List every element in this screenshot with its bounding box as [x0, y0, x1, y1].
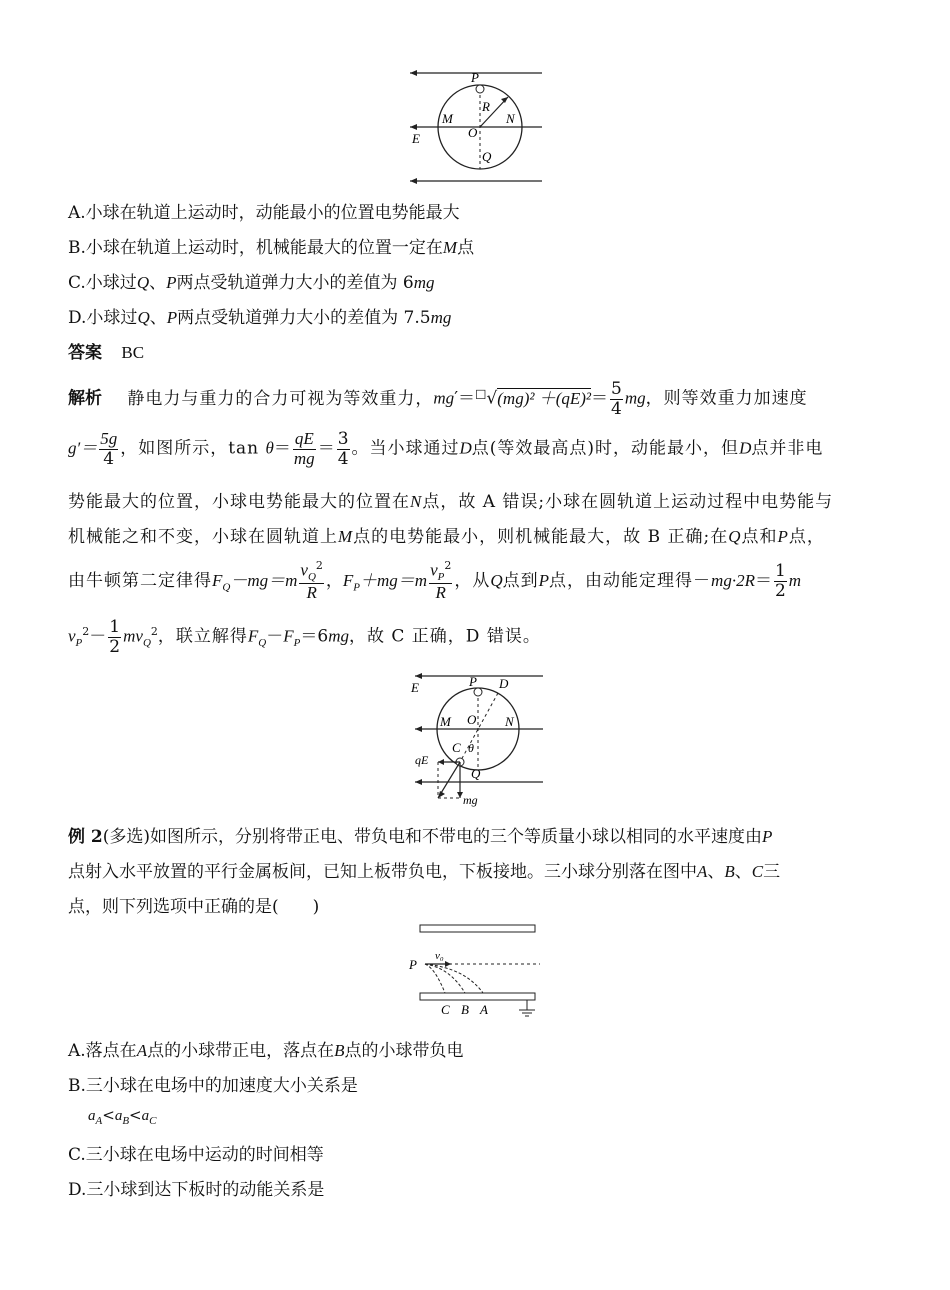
example-2-label: 例 2	[68, 827, 103, 847]
analysis-line-1: 解析 静电力与重力的合力可视为等效重力，mg′＝□√(mg)² ＋(qE)²＝ $\frac{5}{4}$ mg，则等效重力加速度	[68, 379, 808, 419]
analysis-line-6: $v_P^2-$ $\frac{1}{2}$ $mv_Q^2$，联立解得$F_Q-F_P=6mg$，故 C 正确，D 错误。	[68, 617, 541, 657]
equivalent-gravity-line	[460, 693, 498, 762]
label-E: E	[412, 131, 420, 146]
example-2-line-3: 点，则下列选项中正确的是( )	[68, 897, 320, 917]
label-O: O	[467, 712, 477, 727]
analysis-line-4: 机械能之和不变，小球在圆轨道上M点的电势能最小，则机械能最大，故 B 正确;在Q点和P点，	[68, 527, 825, 547]
fraction-qE-mg: $\frac{qE}{mg}$	[293, 429, 315, 468]
arrow-head-icon	[445, 961, 451, 967]
label-Q: Q	[482, 149, 492, 164]
upper-plate	[420, 925, 535, 932]
arrow-head-icon	[438, 759, 444, 765]
fraction-1-2: $\frac{1}{2}$	[109, 617, 121, 657]
ball-P	[476, 85, 484, 93]
analysis-line-2: g′＝ $\frac{5g}{4}$ ，如图所示，tan θ＝ $\frac{qE}{mg}$ ＝ $\frac{3}{4}$ 。当小球通过D点(等效最高点)时，动能最小，但D点并非电	[68, 429, 824, 469]
figure-parallel-plates	[405, 922, 545, 1020]
fraction-1-2: $\frac{1}{2}$	[774, 561, 786, 601]
figure-force-analysis	[405, 668, 555, 810]
label-M: M	[442, 111, 453, 126]
answer-value: BC	[121, 343, 145, 362]
option-C: C.小球过Q、P两点受轨道弹力大小的差值为 6mg	[68, 273, 435, 293]
label-E: E	[411, 680, 419, 695]
arrow-head-icon	[501, 97, 508, 103]
answer-line	[68, 338, 144, 363]
analysis-line-3: 势能最大的位置，小球电势能最大的位置在N点，故 A 错误;小球在圆轨道上运动过程中电势能与	[68, 492, 834, 512]
sqrt-icon: √	[486, 388, 498, 409]
option-A: A.小球在轨道上运动时，动能最小的位置电势能最大	[68, 203, 460, 223]
label-B: B	[461, 1002, 469, 1017]
label-mg: mg	[463, 793, 478, 807]
arrow-head-icon	[415, 673, 422, 679]
label-P: P	[471, 70, 479, 85]
label-qE: qE	[415, 753, 429, 767]
label-P: P	[409, 957, 417, 972]
arrow-head-icon	[410, 70, 417, 76]
fraction-vP2-R: $\frac{v_P^2}{R}$	[430, 559, 452, 603]
label-theta: θ	[468, 741, 474, 755]
q2-option-B-relation: $a_A<a_B<a_C$	[88, 1106, 157, 1127]
arrow-head-icon	[438, 791, 445, 798]
arrow-head-icon	[415, 779, 422, 785]
q2-option-D: D.三小球到达下板时的动能关系是	[68, 1180, 325, 1200]
label-M: M	[440, 714, 451, 729]
fraction-5-4: $\frac{5}{4}$	[611, 379, 622, 419]
arrow-head-icon	[410, 178, 417, 184]
arrow-head-icon	[410, 124, 417, 130]
label-v0: v₀	[435, 950, 444, 962]
option-B: B.小球在轨道上运动时，机械能最大的位置一定在M点	[68, 238, 475, 258]
example-2-line-1: 例 2(多选)如图所示，分别将带正电、带负电和不带电的三个等质量小球以相同的水平速度由P	[68, 827, 773, 847]
answer-label: 答案	[68, 343, 102, 363]
label-R: R	[482, 99, 490, 114]
example-2-line-2: 点射入水平放置的平行金属板间，已知上板带负电，下板接地。三小球分别落在图中A、B、C三	[68, 862, 781, 882]
lower-plate	[420, 993, 535, 1000]
analysis-line-5: 由牛顿第二定律得$F_Q-mg=m$ $\frac{v_Q^2}{R}$ ，$F_P+mg=m$ $\frac{v_P^2}{R}$ ，从Q点到P点，由动能定理得－mg·2R＝ $\frac{1}{2}$ m	[68, 559, 802, 603]
fraction-3-4: $\frac{3}{4}$	[337, 429, 349, 469]
label-N: N	[506, 111, 515, 126]
fraction-5g-4: $\frac{5g}{4}$	[100, 429, 118, 469]
figure-circular-track	[400, 65, 550, 190]
analysis-label: 解析	[68, 388, 102, 409]
label-P: P	[469, 674, 477, 689]
ball-P	[474, 688, 482, 696]
fraction-vQ2-R: $\frac{v_Q^2}{R}$	[300, 559, 323, 603]
label-N: N	[505, 714, 514, 729]
q2-option-B: B.三小球在电场中的加速度大小关系是	[68, 1076, 358, 1096]
trajectory-C	[425, 964, 445, 993]
label-C: C	[441, 1002, 450, 1017]
label-D: D	[499, 676, 509, 691]
root-index-box: □	[475, 386, 487, 401]
option-D: D.小球过Q、P两点受轨道弹力大小的差值为 7.5mg	[68, 308, 452, 328]
label-A: A	[480, 1002, 488, 1017]
arrow-head-icon	[415, 726, 422, 732]
label-O: O	[468, 125, 478, 140]
q2-option-A: A.落点在A点的小球带正电，落点在B点的小球带负电	[68, 1041, 464, 1061]
label-C: C	[452, 740, 461, 755]
q2-option-C: C.三小球在电场中运动的时间相等	[68, 1145, 324, 1165]
label-Q: Q	[471, 766, 481, 781]
